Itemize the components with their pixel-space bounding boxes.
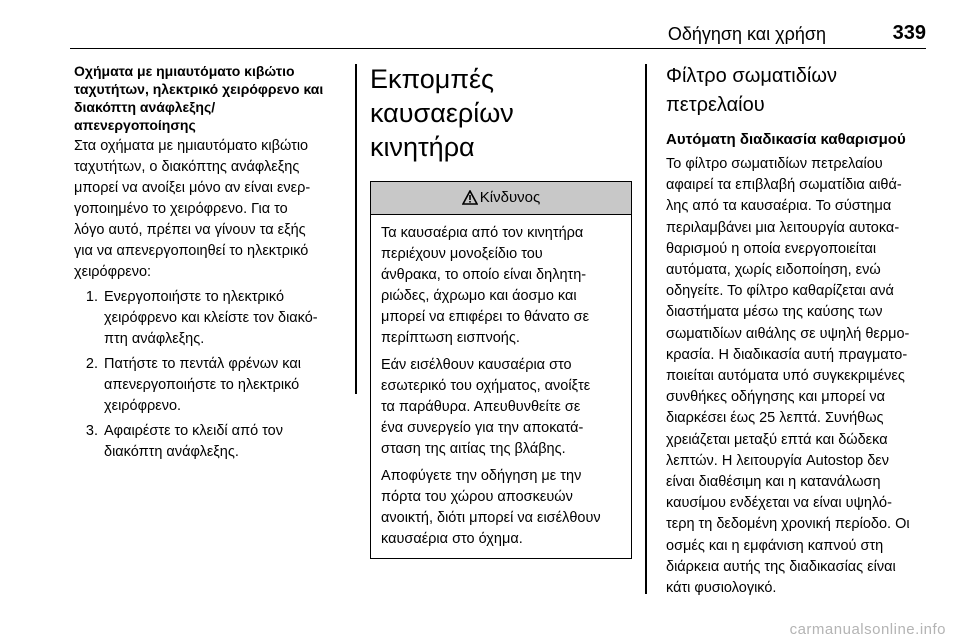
warning-triangle-icon — [462, 190, 478, 205]
step-text: Ενεργοποιήστε το ηλεκτρικό χειρόφρενο και κλείστε τον διακό- πτη ανάφλεξης. — [104, 289, 318, 347]
right-column — [666, 62, 936, 599]
step-number: 2. — [85, 356, 98, 372]
watermark: carmanualsonline.info — [789, 621, 946, 638]
header-title: Οδήγηση και χρήση — [667, 24, 826, 44]
danger-header — [371, 182, 631, 215]
danger-paragraph: Τα καυσαέρια από τον κινητήρα περιέχουν μονοξείδιο του άνθρακα, το οποίο είναι δηλητη- ριώδες, άχρωμο και άοσμο και μπορεί να επιφέρει το θάνατο σε περίπτωση εισπνοής. — [381, 225, 590, 346]
intro-paragraph: Στα οχήματα με ημιαυτόματο κιβώτιο ταχυτήτων, ο διακόπτης ανάφλεξης μπορεί να ανοίξει μόνο αν είναι ενερ- γοποιημένο το χειρόφρενο. Για το λόγο αυτό, πρέπει να γίνουν τα εξής για να απενεργοποιηθεί το ηλεκτρικό χειρόφρενο: — [74, 138, 311, 280]
section-title: Φίλτρο σωματιδίων πετρελαίου — [666, 65, 837, 116]
page-header — [70, 20, 926, 49]
steps-list — [74, 287, 346, 463]
body-paragraph: Το φίλτρο σωματιδίων πετρελαίου αφαιρεί τα επιβλαβή σωματίδια αιθά- λης από τα καυσαέρια. Το σύστημα περιλαμβάνει μια λειτουργία αυτοκα- θαρισμού η οποία ενεργοποιείται αυτόματα, χωρίς ειδοποίηση, ενώ οδηγείτε. Το φίλτρο καθαρίζεται ανά διαστήματα μέσω της καύσης των σωματιδίων αιθάλης σε υψηλή θερμο- κρασία. Η διαδικασία αυτή πραγματο- ποιείται αυτόματα υπό συγκεκριμένες συνθήκες οδήγησης και μπορεί να διαρκέσει έως 25 λεπτά. Συνήθως χρειάζεται μεταξύ επτά και δώδεκα λεπτών. Η λειτουργία Autostop δεν είναι διαθέσιμη και η κατανάλωση καυσίμου ενδέχεται να είναι υψηλό- τερη τη δεδομένη χρονική περίοδο. Οι οσμές και η εμφάνιση καπνού στη διάρκεια αυτής της διαδικασίας είναι κάτι φυσιολογικό. — [666, 156, 910, 597]
list-item — [74, 287, 346, 350]
danger-paragraph: Αποφύγετε την οδήγηση με την πόρτα του χώρου αποσκευών ανοικτή, διότι μπορεί να εισέλθουν καυσαέρια στο όχημα. — [381, 468, 601, 547]
danger-label: Κίνδυνος — [479, 189, 541, 206]
middle-column — [370, 62, 634, 559]
section-heading: Οχήματα με ημιαυτόματο κιβώτιο ταχυτήτων, ηλεκτρικό χειρόφρενο και διακόπτη ανάφλεξης/ απενεργοποίησης — [74, 63, 324, 133]
step-number: 1. — [85, 289, 98, 305]
list-item — [74, 354, 346, 417]
danger-paragraph: Εάν εισέλθουν καυσαέρια στο εσωτερικό του οχήματος, ανοίξτε τα παράθυρα. Απευθυνθείτε σε ένα συνεργείο για την αποκατά- σταση της αιτίας της βλάβης. — [381, 357, 591, 457]
column-divider-1 — [355, 64, 357, 394]
danger-body — [371, 215, 631, 558]
left-column — [74, 62, 346, 467]
list-item — [74, 421, 346, 463]
danger-notice — [370, 181, 632, 559]
page-number: 339 — [892, 22, 926, 44]
step-number: 3. — [85, 423, 98, 439]
subsection-heading: Αυτόματη διαδικασία καθαρισμού — [666, 131, 906, 148]
step-text: Πατήστε το πεντάλ φρένων και απενεργοποιήστε το ηλεκτρικό χειρόφρενο. — [104, 356, 301, 414]
section-title: Εκπομπές καυσαερίων κινητήρα — [370, 64, 514, 162]
column-divider-2 — [645, 64, 647, 594]
step-text: Αφαιρέστε το κλειδί από τον διακόπτη ανάφλεξης. — [104, 423, 283, 460]
